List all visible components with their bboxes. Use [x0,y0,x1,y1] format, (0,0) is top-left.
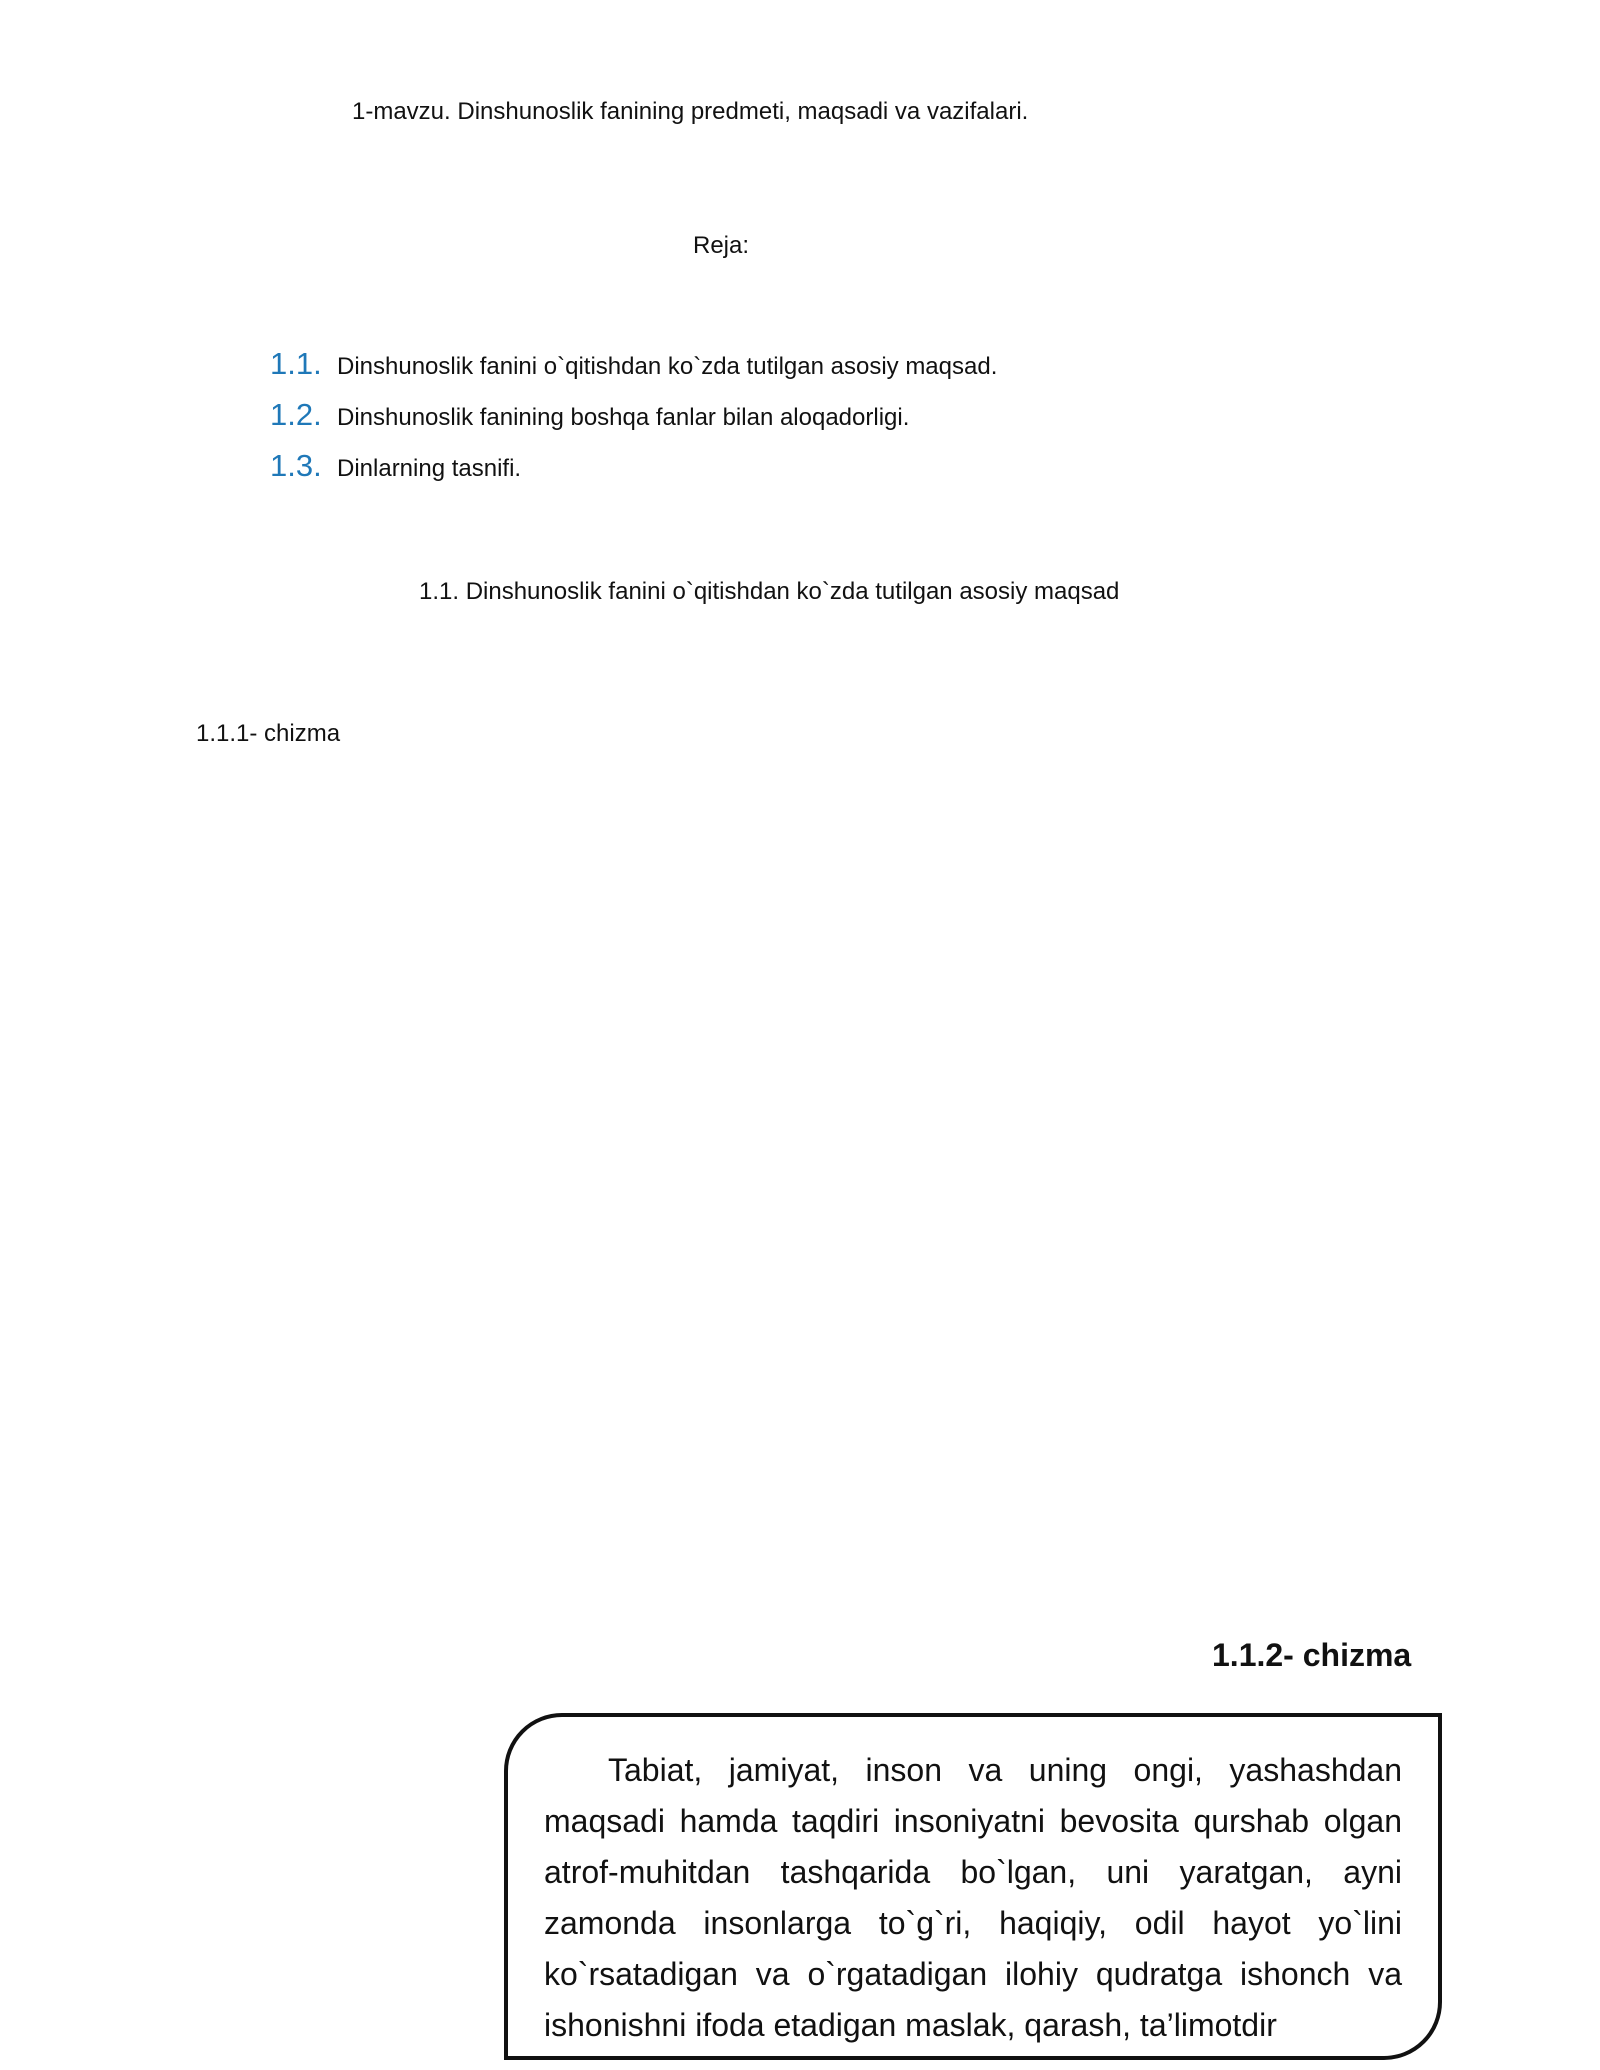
plan-item-text: Dinlarning tasnifi. [337,455,522,482]
plan-heading: Reja: [693,232,750,259]
plan-item-number: 1.2. [270,397,322,432]
plan-item-number: 1.1. [270,346,322,381]
plan-item [270,397,997,448]
topic-title: 1-mavzu. Dinshunoslik fanining predmeti, maqsadi va vazifalari. [352,98,1029,125]
plan-list [270,346,997,499]
definition-text: Tabiat, jamiyat, inson va uning ongi, yashashdan maqsadi hamda taqdiri insoniyatni bevosita qurshab olgan atrof-muhitdan tashqarida bo`lgan, uni yaratgan, ayni zamonda insonlarga to`g`ri, haqiqiy, odil hayot yo`lini ko`rsatadigan va o`rgatadigan ilohiy qudratga ishonch va ishonishni ifoda etadigan maslak, qarash, ta’limotdir [544,1752,1402,2043]
definition-box [504,1713,1442,2060]
plan-item-text: Dinshunoslik fanini o`qitishdan ko`zda tutilgan asosiy maqsad. [337,353,998,380]
figure-1-label: 1.1.1- chizma [196,720,341,747]
figure-2-label: 1.1.2- chizma [1212,1637,1412,1673]
plan-item [270,346,997,397]
section-title: 1.1. Dinshunoslik fanini o`qitishdan ko`zda tutilgan asosiy maqsad [419,578,1120,605]
plan-item-text: Dinshunoslik fanining boshqa fanlar bilan aloqadorligi. [337,404,910,431]
plan-item-number: 1.3. [270,448,322,483]
plan-item [270,448,997,499]
